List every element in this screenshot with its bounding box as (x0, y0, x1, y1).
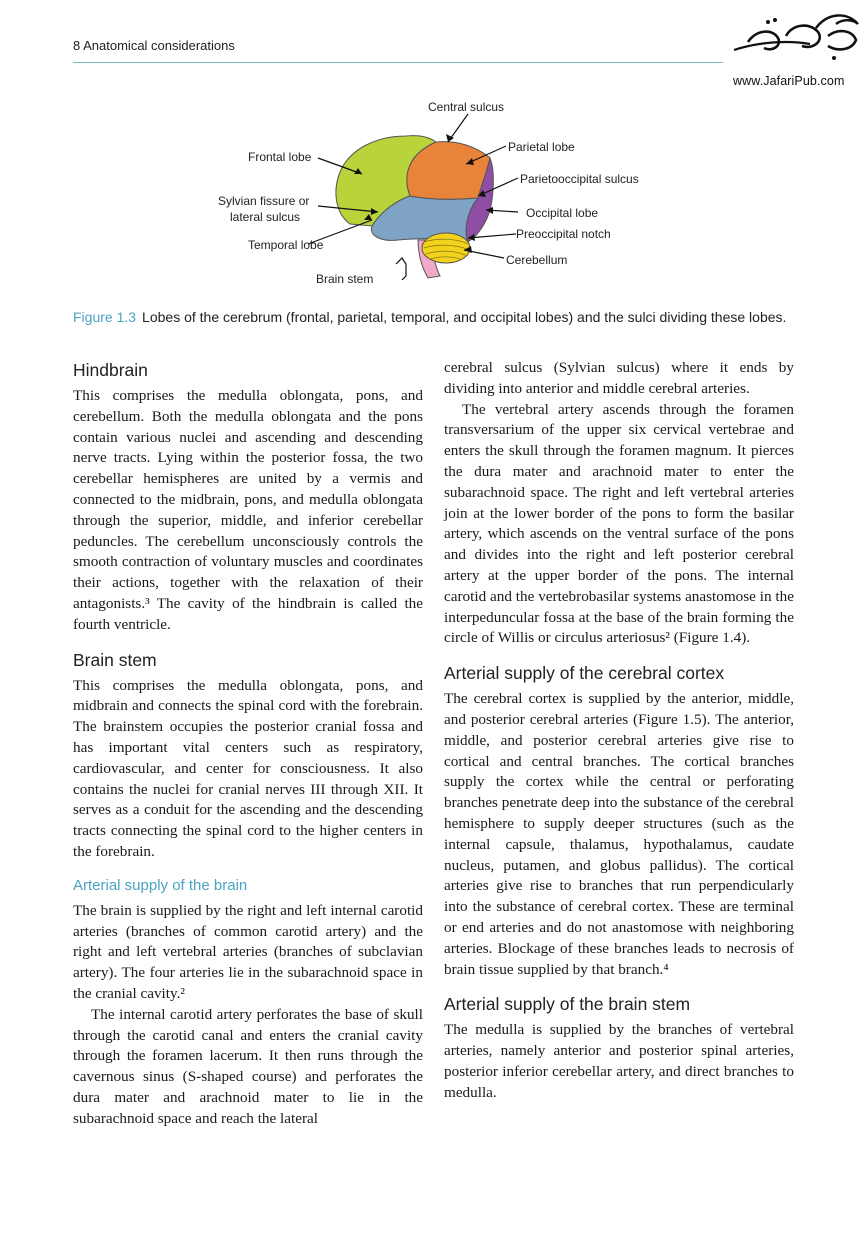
label-brain-stem: Brain stem (316, 272, 374, 286)
cortex-paragraph: The cerebral cortex is supplied by the anterior, middle, and posterior cerebral arteries (Figure 1.5). The anterior, middle, and posterior cerebral arteries give rise to cortical and central branches. The cortical branches supply the cortex while the central or perforating branches penetrate deep into the substance of the cerebral hemisphere to supply deeper structures (such as the internal capsule, thalamus, hypothalamus, caudate nucleus, putamen, and globus pallidus). The cortical arteries give rise to branches that run perpendicularly into the substance of cerebral cortex. These are terminal or end arteries and do not anastomose with neighboring arteries. Blockage of these branches leads to necrosis of brain tissue supplied by that branch.⁴ (444, 690, 794, 978)
vertebral-paragraph: The vertebral artery ascends through the foramen transversarium of the upper six cervical vertebrae and enters the skull through the foramen magnum. It pierces the dura mater and arachnoid mater to enter the subarachnoid space. The right and left vertebral arteries join at the lower border of the pons to form the basilar artery, which ascends on the ventral surface of the pons and divides into the right and left posterior cerebral artery at the upper border of the pons. The internal carotid and the vertebrobasilar systems anastomose in the interpeduncular fossa at the base of the brain forming the circle of Willis or circulus arteriosus² (Figure 1.4). (444, 400, 794, 647)
brainstem-paragraph: This comprises the medulla oblongata, pons, and midbrain and connects the spinal cord with the forebrain. The brainstem occupies the posterior cranial fossa and has important vital centers such as respiratory, cardiovascular, and center for consciousness. It also contains the nuclei for cranial nerves III through XII. It serves as a conduit for the ascending and the descending tracts connecting the spinal cord to the higher centers in the forebrain. (73, 676, 423, 860)
label-preoccipital-notch: Preoccipital notch (516, 227, 611, 241)
heading-hindbrain: Hindbrain (73, 360, 148, 380)
heading-brain-stem-supply: Arterial supply of the brain stem (444, 994, 691, 1015)
publisher-url: www.JafariPub.com (733, 74, 845, 88)
publisher-logo (728, 6, 864, 64)
arterial-paragraph-1: The brain is supplied by the right and left internal carotid arteries (branches of common carotid artery) and the right and left vertebral arteries (branches of subclavian artery). The four arteries lie in the subarachnoid space in the cranial cavity.² (73, 901, 423, 1002)
figure-caption-text: Lobes of the cerebrum (frontal, parietal, temporal, and occipital lobes) and the sulci dividing these lobes. (142, 309, 787, 325)
label-occipital-lobe: Occipital lobe (526, 206, 599, 220)
figure-number: Figure 1.3 (73, 309, 137, 325)
arterial-paragraph-2: The internal carotid artery perforates the base of skull through the carotid canal and enters the cranial cavity through the foramen lacerum. It then runs through the cavernous sinus (S-shaped course) and perforates the dura mater and arachnoid mater to lie in the subarachnoid space and reach the lateral (73, 1005, 423, 1127)
heading-cerebral-cortex-supply: Arterial supply of the cerebral cortex (444, 663, 725, 684)
label-parietooccipital-sulcus: Parietooccipital sulcus (520, 172, 639, 186)
label-parietal-lobe: Parietal lobe (508, 140, 575, 154)
running-header: 8 Anatomical considerations (73, 38, 235, 53)
header-rule (73, 62, 723, 63)
brain-lobes-figure (210, 92, 650, 292)
figure-caption (73, 308, 793, 327)
label-frontal-lobe: Frontal lobe (248, 150, 312, 164)
continued-paragraph: cerebral sulcus (Sylvian sulcus) where it ends by dividing into anterior and middle cerebral arteries. (444, 359, 794, 397)
label-lateral-sulcus: lateral sulcus (230, 210, 301, 224)
label-cerebellum: Cerebellum (506, 253, 568, 267)
brain-stem-supply-paragraph: The medulla is supplied by the branches of vertebral arteries, namely anterior and posterior spinal arteries, posterior inferior cerebellar artery, and direct branches to medulla. (444, 1021, 794, 1101)
heading-brain-stem: Brain stem (73, 649, 157, 670)
left-column (73, 358, 423, 1130)
label-sylvian-fissure: Sylvian fissure or (218, 194, 310, 208)
cerebellum-shape (422, 233, 470, 263)
heading-arterial-supply-brain: Arterial supply of the brain (73, 876, 248, 894)
right-column (444, 358, 794, 1104)
hindbrain-paragraph: This comprises the medulla oblongata, pons, and cerebellum. Both the medulla oblongata and the pons contain various nuclei and ascending and descending nerve tracts. Lying within the posterior fossa, the two cerebellar hemispheres are united by a vermis and connected to the midbrain, pons, and medulla oblongata through the superior, middle, and inferior cerebellar peduncles. The cerebellum unconsciously controls the smooth contraction of voluntary muscles and coordinates their actions, together with the relaxation of their antagonists.³ The cavity of the hindbrain is called the fourth ventricle. (73, 387, 423, 633)
label-temporal-lobe: Temporal lobe (248, 238, 324, 252)
label-central-sulcus: Central sulcus (428, 100, 505, 114)
